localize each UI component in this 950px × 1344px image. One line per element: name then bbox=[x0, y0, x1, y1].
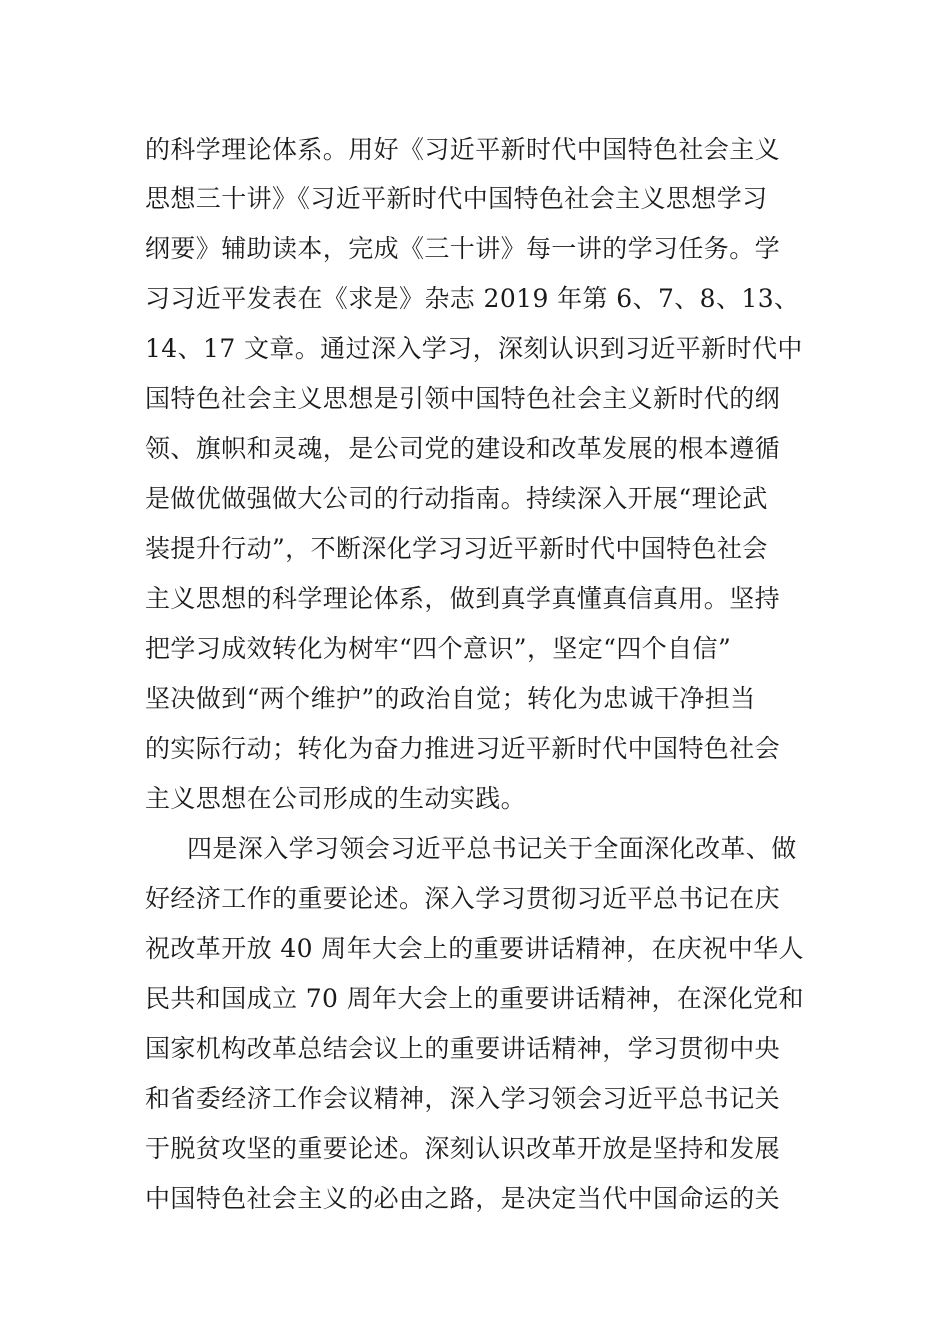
text-line: 主义思想的科学理论体系，做到真学真懂真信真用。坚持 bbox=[145, 584, 781, 613]
text-line: 中国特色社会主义的必由之路，是决定当代中国命运的关 bbox=[145, 1184, 781, 1213]
text-line: 坚决做到“两个维护”的政治自觉；转化为忠诚干净担当 bbox=[145, 684, 756, 713]
text-line: 于脱贫攻坚的重要论述。深刻认识改革开放是坚持和发展 bbox=[145, 1134, 781, 1163]
text-line: 好经济工作的重要论述。深入学习贯彻习近平总书记在庆 bbox=[145, 884, 781, 913]
text-line: 装提升行动”，不断深化学习习近平新时代中国特色社会 bbox=[145, 534, 768, 563]
text-line: 主义思想在公司形成的生动实践。 bbox=[145, 784, 527, 813]
text-line: 四是深入学习领会习近平总书记关于全面深化改革、做 bbox=[187, 834, 797, 863]
text-line: 国特色社会主义思想是引领中国特色社会主义新时代的纲 bbox=[145, 384, 781, 413]
text-line: 祝改革开放 40 周年大会上的重要讲话精神，在庆祝中华人 bbox=[145, 934, 804, 963]
text-line: 把学习成效转化为树牢“四个意识”，坚定“四个自信” bbox=[145, 634, 732, 663]
text-line: 和省委经济工作会议精神，深入学习领会习近平总书记关 bbox=[145, 1084, 781, 1113]
text-line: 习习近平发表在《求是》杂志 2019 年第 6、7、8、13、 bbox=[145, 284, 800, 313]
text-line: 纲要》辅助读本，完成《三十讲》每一讲的学习任务。学 bbox=[145, 234, 781, 263]
text-line: 的实际行动；转化为奋力推进习近平新时代中国特色社会 bbox=[145, 734, 781, 763]
text-line: 民共和国成立 70 周年大会上的重要讲话精神，在深化党和 bbox=[145, 984, 804, 1013]
text-line: 是做优做强做大公司的行动指南。持续深入开展“理论武 bbox=[145, 484, 768, 513]
text-line: 14、17 文章。通过深入学习，深刻认识到习近平新时代中 bbox=[145, 334, 803, 363]
text-line: 思想三十讲》《习近平新时代中国特色社会主义思想学习 bbox=[145, 184, 768, 213]
text-line: 国家机构改革总结会议上的重要讲话精神，学习贯彻中央 bbox=[145, 1034, 781, 1063]
text-line: 的科学理论体系。用好《习近平新时代中国特色社会主义 bbox=[145, 135, 781, 164]
text-line: 领、旗帜和灵魂，是公司党的建设和改革发展的根本遵循 bbox=[145, 434, 781, 463]
